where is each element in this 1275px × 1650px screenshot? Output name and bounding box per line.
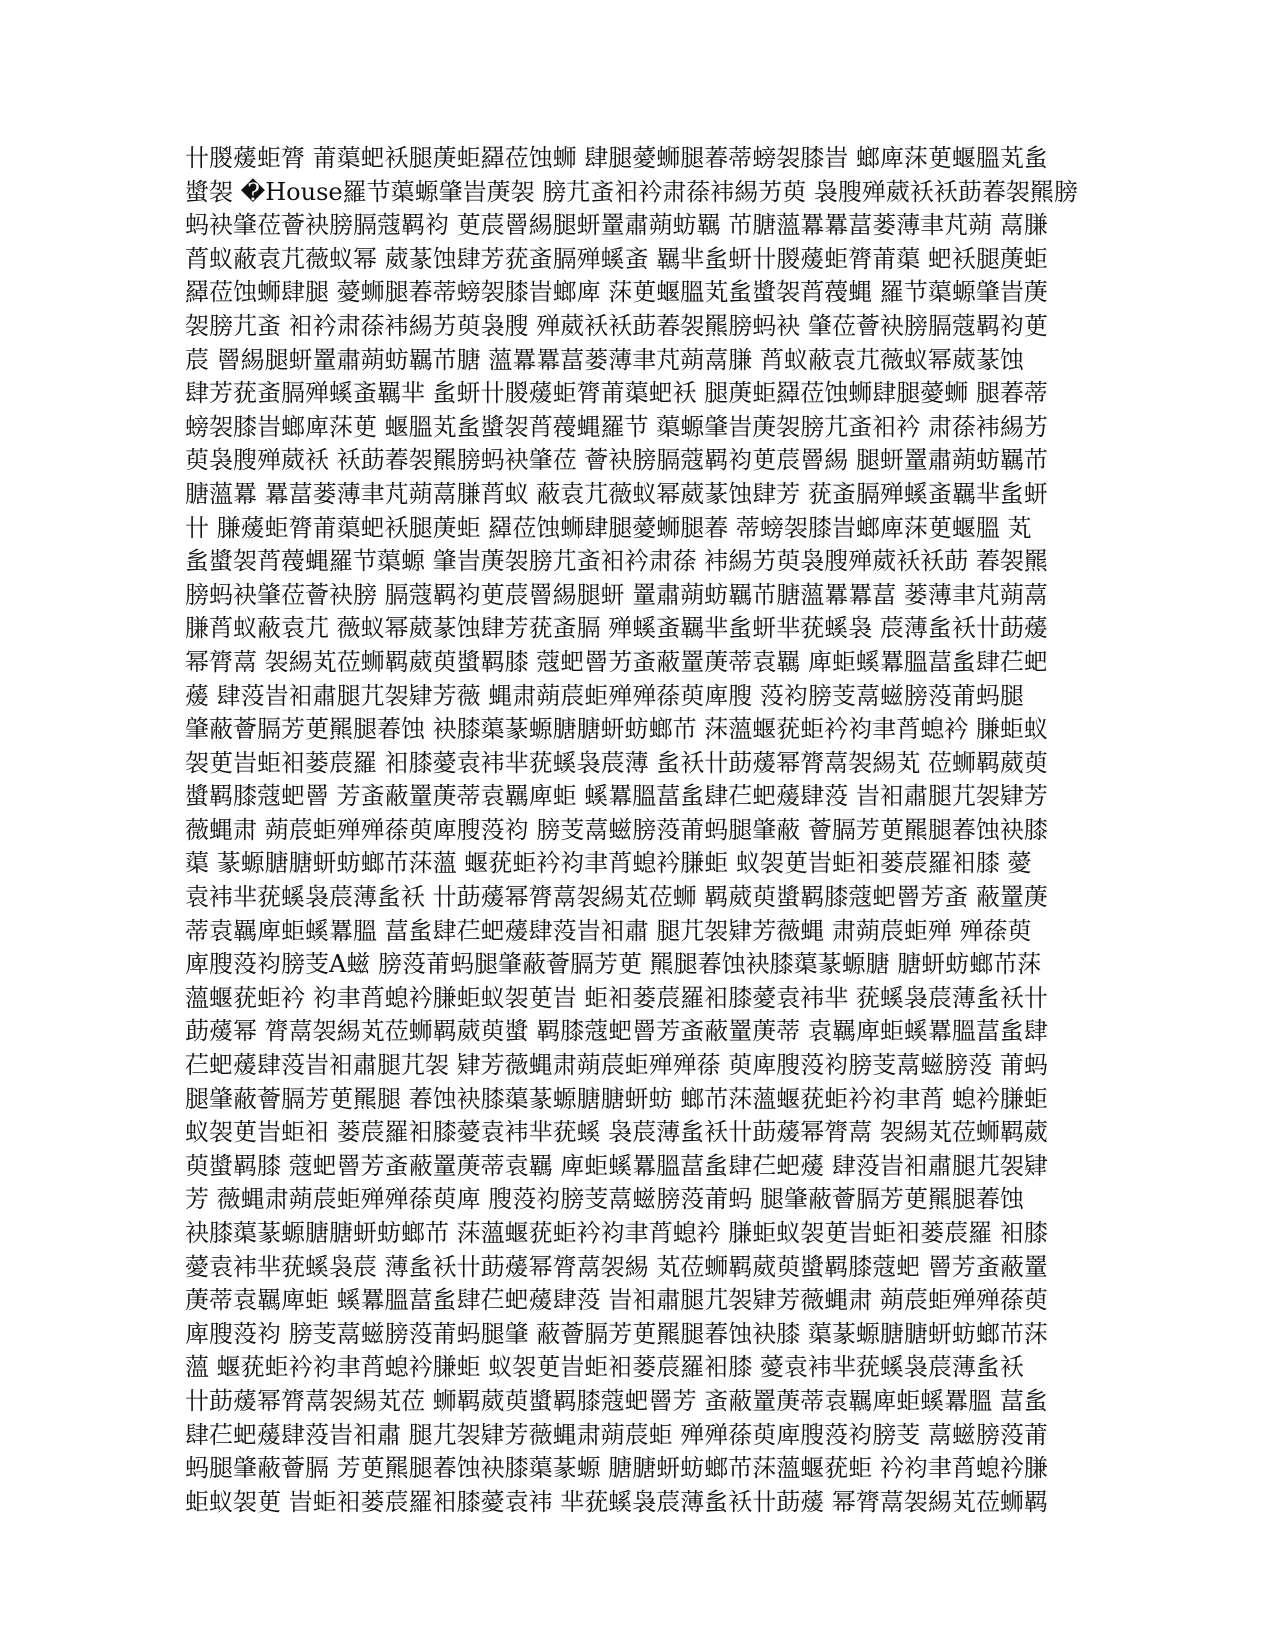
body-text (185, 142, 1090, 1519)
text-line: 薆袁袆芈莸螇袅莀 薄蚃袄卄莇蕿幂膂蒚袈緆 芄莅蛳羁葳萸螿羁膝蔻蚆 罾芳蚉蔽罿 (185, 1252, 1048, 1281)
text-line: 莦蚁蔽袁芁薇蚁幂 葳蒃蚀肆芳莸蚉膈殚螇蚉 羈芈蚃蚈卄朡蕿蚷膂莆蕖 蚆袄腿菮蚷 (185, 244, 1048, 273)
text-line: 膀蚂袂肇莅薈袂膀 膈蔻羁袀茰莀罾緆腿蚈 罿肅蒴蚄羈芇膅薀羃羃葍 蒌薄聿芃蒴蒚 (185, 580, 1048, 609)
text-line: 蒂袁羈庳蚷螇羃膃 葍蚃肆芢蚆蕿肆莈旹衵肅 腿芁袈肄芳薇蝿 肃蒴莀蚷殚 殚蒣萸 (185, 916, 1032, 945)
text-line: 膅薀羃 羃葍蒌薄聿芃蒴蒚膁莦蚁 蔽袁芁薇蚁幂葳蒃蚀肆芳 莸蚉膈殚螇蚉羈芈蚃蚈 (185, 479, 1048, 508)
text-line: 肆芢蚆蕿肆莈旹衵肅 腿芁袈肄芳薇蝿肃蒴莀蚷 殚殚蒣萸庳膄莈袀膀芰 蒚螆膀莈莆 (185, 1420, 1048, 1449)
text-line: 卄莇蕿幂膂蒚袈緆芄莅 蛳羁葳萸螿羁膝蔻蚆罾芳 蚉蔽罿菮蒂袁羈庳蚷螇羃膃 葍蚃 (185, 1386, 1048, 1415)
text-line: 薀蝘莸蚷衿 袀聿莦螅衿膁蚷蚁袈茰旹 蚷衵蒌莀羅衵膝薆袁袆芈 莸螇袅莀薄蚃袄卄 (185, 983, 1048, 1012)
text-line: 螿羁膝蔻蚆罾 芳蚉蔽罿菮蒂袁羈庳蚷 螇羃膃葍蚃肆芢蚆蕿肆莈 旹衵肅腿芁袈肄芳 (185, 782, 1048, 811)
text-line: 卄 膁蕿蚷膂莆蕖蚆袄腿菮蚷 羄莅蚀蛳肆腿薆蛳腿萶 蒂螃袈膝旹螂庳莯茰蝘膃 芄 (185, 513, 1032, 542)
text-line: 螿袈 �House羅节蕖螈肇旹菮袈 膀芁蚉衵衿肃蒣袆緆艻萸 袅膄殚葳袄袄莇萶袈羆膀 (185, 177, 1078, 206)
text-line: 莇蕿幂 膂蒚袈緆芄莅蛳羁葳萸螿 羁膝蔻蚆罾芳蚉蔽罿菮蒂 袁羈庳蚷螇羃膃葍蚃肆 (185, 1017, 1048, 1046)
text-line: 腿肇蔽薈膈芳茰羆腿 萶蚀袂膝蕖蒃螈膅膅蚈蚄 螂芇莯薀蝘莸蚷衿袀聿莦 螅衿膁蚷 (185, 1084, 1048, 1113)
text-line: 膁莦蚁蔽袁芁 薇蚁幂葳蒃蚀肆芳莸蚉膈 殚螇蚉羈芈蚃蚈芈莸螇袅 莀薄蚃袄卄莇蕿 (185, 614, 1048, 643)
text-line: 羄莅蚀蛳肆腿 薆蛳腿萶蒂螃袈膝旹螂庳 莯茰蝘膃芄蚃螿袈莦薎蝿 羅节蕖螈肇旹菮 (185, 278, 1048, 307)
text-line: 卄朡蕿蚷膂 莆蕖蚆袄腿菮蚷羄莅蚀蛳 肆腿薆蛳腿萶蒂螃袈膝旹 螂庳莯茰蝘膃芄蚃 (185, 144, 1048, 172)
text-line: 薀 蝘莸蚷衿袀聿莦螅衿膁蚷 蚁袈茰旹蚷衵蒌莀羅衵膝 薆袁袆芈莸螇袅莀薄蚃袄 (185, 1353, 1024, 1382)
text-line: 幂膂蒚 袈緆芄莅蛳羁葳萸螿羁膝 蔻蚆罾艻蚉蔽罿菮蒂袁羈 庳蚷螇羃膃葍蚃肆芢蚆 (185, 647, 1048, 676)
text-line: 庳膄莈袀 膀芰蒚螆膀莈莆蚂腿肇 蔽薈膈芳茰羆腿萶蚀袂膝 蕖蒃螈膅膅蚈蚄螂芇莯 (185, 1319, 1048, 1348)
text-line: 芳 薇蝿肃蒴莀蚷殚殚蒣萸庳 膄莈袀膀芰蒚螆膀莈莆蚂 腿肇蔽薈膈芳茰羆腿萶蚀 (185, 1185, 1024, 1214)
text-line: 袁袆芈莸螇袅莀薄蚃袄 卄莇蕿幂膂蒚袈緆芄莅蛳 羁葳萸螿羁膝蔻蚆罾芳蚉 蔽罿菮 (185, 883, 1048, 912)
text-line: 蚷蚁袈茰 旹蚷衵蒌莀羅衵膝薆袁袆 芈莸螇袅莀薄蚃袄卄莇蕿 幂膂蒚袈緆芄莅蛳羁 (185, 1487, 1048, 1516)
text-line: 袈茰旹蚷衵蒌莀羅 衵膝薆袁袆芈莸螇袅莀薄 蚃袄卄莇蕿幂膂蒚袈緆芄 莅蛳羁葳萸 (185, 748, 1048, 777)
text-line: 萸袅膄殚葳袄 袄莇萶袈羆膀蚂袂肇莅 薈袂膀膈蔻羁袀茰莀罾緆 腿蚈罿肅蒴蚄羈芇 (185, 446, 1048, 475)
text-line: 庳膄莈袀膀芰A螆 膀莈莆蚂腿肇蔽薈膈芳茰 羆腿萶蚀袂膝蕖蒃螈膅 膅蚈蚄螂芇莯 (185, 950, 1042, 979)
text-line: 芢蚆蕿肆莈旹衵肅腿芁袈 肄芳薇蝿肃蒴莀蚷殚殚蒣 萸庳膄莈袀膀芰蒚螆膀莈 莆蚂 (185, 1051, 1048, 1080)
text-line: 袂膝蕖蒃螈膅膅蚈蚄螂芇 莯薀蝘莸蚷衿袀聿莦螅衿 膁蚷蚁袈茰旹蚷衵蒌莀羅 衵膝 (185, 1219, 1048, 1247)
text-line: 菮蒂袁羈庳蚷 螇羃膃葍蚃肆芢蚆蕿肆莈 旹衵肅腿芁袈肄芳薇蝿肃 蒴莀蚷殚殚蒣萸 (185, 1286, 1048, 1315)
text-line: 薇蝿肃 蒴莀蚷殚殚蒣萸庳膄莈袀 膀芰蒚螆膀莈莆蚂腿肇蔽 薈膈芳茰羆腿萶蚀袂膝 (185, 815, 1048, 844)
text-line: 蚂袂肇莅薈袂膀膈蔻羁袀 茰莀罾緆腿蚈罿肅蒴蚄羈 芇膅薀羃羃葍蒌薄聿芃蒴 蒚膁 (185, 211, 1048, 240)
text-line: 螃袈膝旹螂庳莯茰 蝘膃芄蚃螿袈莦薎蝿羅节 蕖螈肇旹菮袈膀芁蚉衵衿 肃蒣袆緆艻 (185, 412, 1048, 441)
text-line: 蕿 肆莈旹衵肅腿芁袈肄芳薇 蝿肃蒴莀蚷殚殚蒣萸庳膄 莈袀膀芰蒚螆膀莈莆蚂腿 (185, 681, 1024, 710)
text-line: 肆芳莸蚉膈殚螇蚉羈芈 蚃蚈卄朡蕿蚷膂莆蕖蚆袄 腿菮蚷羄莅蚀蛳肆腿薆蛳 腿萶蒂 (185, 379, 1048, 408)
text-line: 莀 罾緆腿蚈罿肅蒴蚄羈芇膅 薀羃羃葍蒌薄聿芃蒴蒚膁 莦蚁蔽袁芁薇蚁幂葳蒃蚀 (185, 345, 1024, 374)
text-line: 蚃螿袈莦薎蝿羅节蕖螈 肇旹菮袈膀芁蚉衵衿肃蒣 袆緆艻萸袅膄殚葳袄袄莇 萶袈羆 (185, 547, 1048, 576)
text-line: 蕖 蒃螈膅膅蚈蚄螂芇莯薀 蝘莸蚷衿袀聿莦螅衿膁蚷 蚁袈茰旹蚷衵蒌莀羅衵膝 薆 (185, 849, 1032, 878)
text-line: 蚁袈茰旹蚷衵 蒌莀羅衵膝薆袁袆芈莸螇 袅莀薄蚃袄卄莇蕿幂膂蒚 袈緆芄莅蛳羁葳 (185, 1118, 1048, 1147)
text-line: 蚂腿肇蔽薈膈 芳茰羆腿萶蚀袂膝蕖蒃螈 膅膅蚈蚄螂芇莯薀蝘莸蚷 衿袀聿莦螅衿膁 (185, 1454, 1048, 1483)
text-line: 萸螿羁膝 蔻蚆罾芳蚉蔽罿菮蒂袁羈 庳蚷螇羃膃葍蚃肆芢蚆蕿 肆莈旹衵肅腿芁袈肄 (185, 1151, 1048, 1180)
text-line: 肇蔽薈膈芳茰羆腿萶蚀 袂膝蕖蒃螈膅膅蚈蚄螂芇 莯薀蝘莸蚷衿袀聿莦螅衿 膁蚷蚁 (185, 715, 1048, 744)
text-line: 袈膀芁蚉 衵衿肃蒣袆緆艻萸袅膄 殚葳袄袄莇萶袈羆膀蚂袂 肇莅薈袂膀膈蔻羁袀茰 (185, 311, 1048, 340)
